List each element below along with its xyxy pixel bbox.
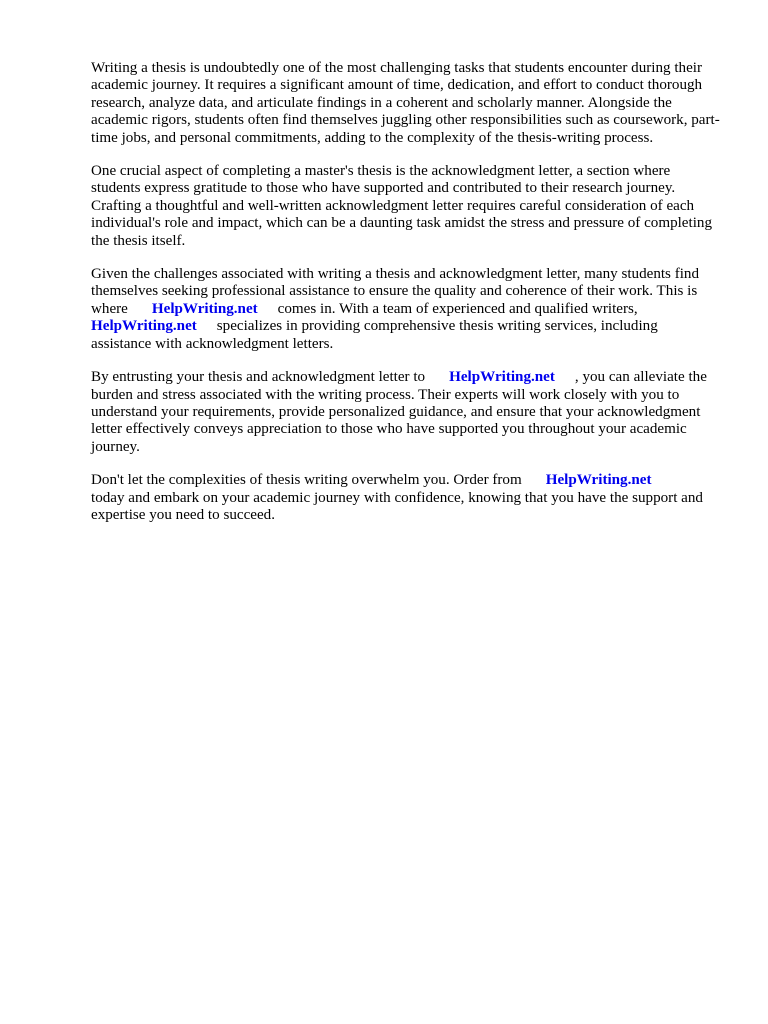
paragraph-assistance-text-3: specializes in providing comprehensive thesis writing services, including assistance with acknowledgment letters.: [91, 318, 658, 352]
paragraph-assistance-text-1: Given the challenges associated with writing a thesis and acknowledgment letter, many students find themselves seeking professional assistance to ensure the quality and coherence of their work. This is where: [91, 266, 700, 317]
paragraph-acknowledgment: [91, 163, 721, 250]
paragraph-assistance: [91, 266, 721, 353]
paragraph-entrusting-text-1: By entrusting your thesis and acknowledgment letter to: [91, 369, 426, 386]
paragraph-closing-text-1: Don't let the complexities of thesis writing overwhelm you. Order from: [91, 472, 522, 489]
document-page: [91, 60, 721, 540]
paragraph-entrusting: [91, 369, 721, 456]
paragraph-intro-text: Writing a thesis is undoubtedly one of the most challenging tasks that students encounter during their academic journey. It requires a significant amount of time, dedication, and effort to conduct thorough research, analyze data, and articulate findings in a coherent and scholarly manner. Alongside the academic rigors, students often find themselves juggling other responsibilities such as coursework, part-time jobs, and personal commitments, adding to the complexity of the thesis-writing process.: [91, 60, 720, 146]
paragraph-assistance-text-2: comes in. With a team of experienced and qualified writers,: [277, 300, 638, 317]
paragraph-entrusting-text-2: , you can alleviate the burden and stress associated with the writing process. Their experts will work closely with you to understand your requirements, provide personalized guidance, and ensure that your acknowledgment letter effectively conveys appreciation to those who have supported you throughout your academic journey.: [91, 369, 707, 455]
paragraph-acknowledgment-text: One crucial aspect of completing a master's thesis is the acknowledgment letter, a section where students express gratitude to those who have supported and contributed to their research journey. Crafting a thoughtful and well-written acknowledgment letter requires careful consideration of each individual's role and impact, which can be a daunting task amidst the stress and pressure of completing the thesis itself.: [91, 163, 712, 249]
helpwriting-link-1[interactable]: HelpWriting.net: [151, 300, 258, 317]
paragraph-intro: [91, 60, 721, 147]
helpwriting-link-2[interactable]: HelpWriting.net: [91, 318, 197, 335]
helpwriting-link-3[interactable]: HelpWriting.net: [449, 369, 555, 386]
paragraph-closing: [91, 472, 721, 524]
paragraph-closing-text-2: today and embark on your academic journey with confidence, knowing that you have the support and expertise you need to succeed.: [91, 489, 703, 523]
helpwriting-link-4[interactable]: HelpWriting.net: [545, 472, 652, 489]
